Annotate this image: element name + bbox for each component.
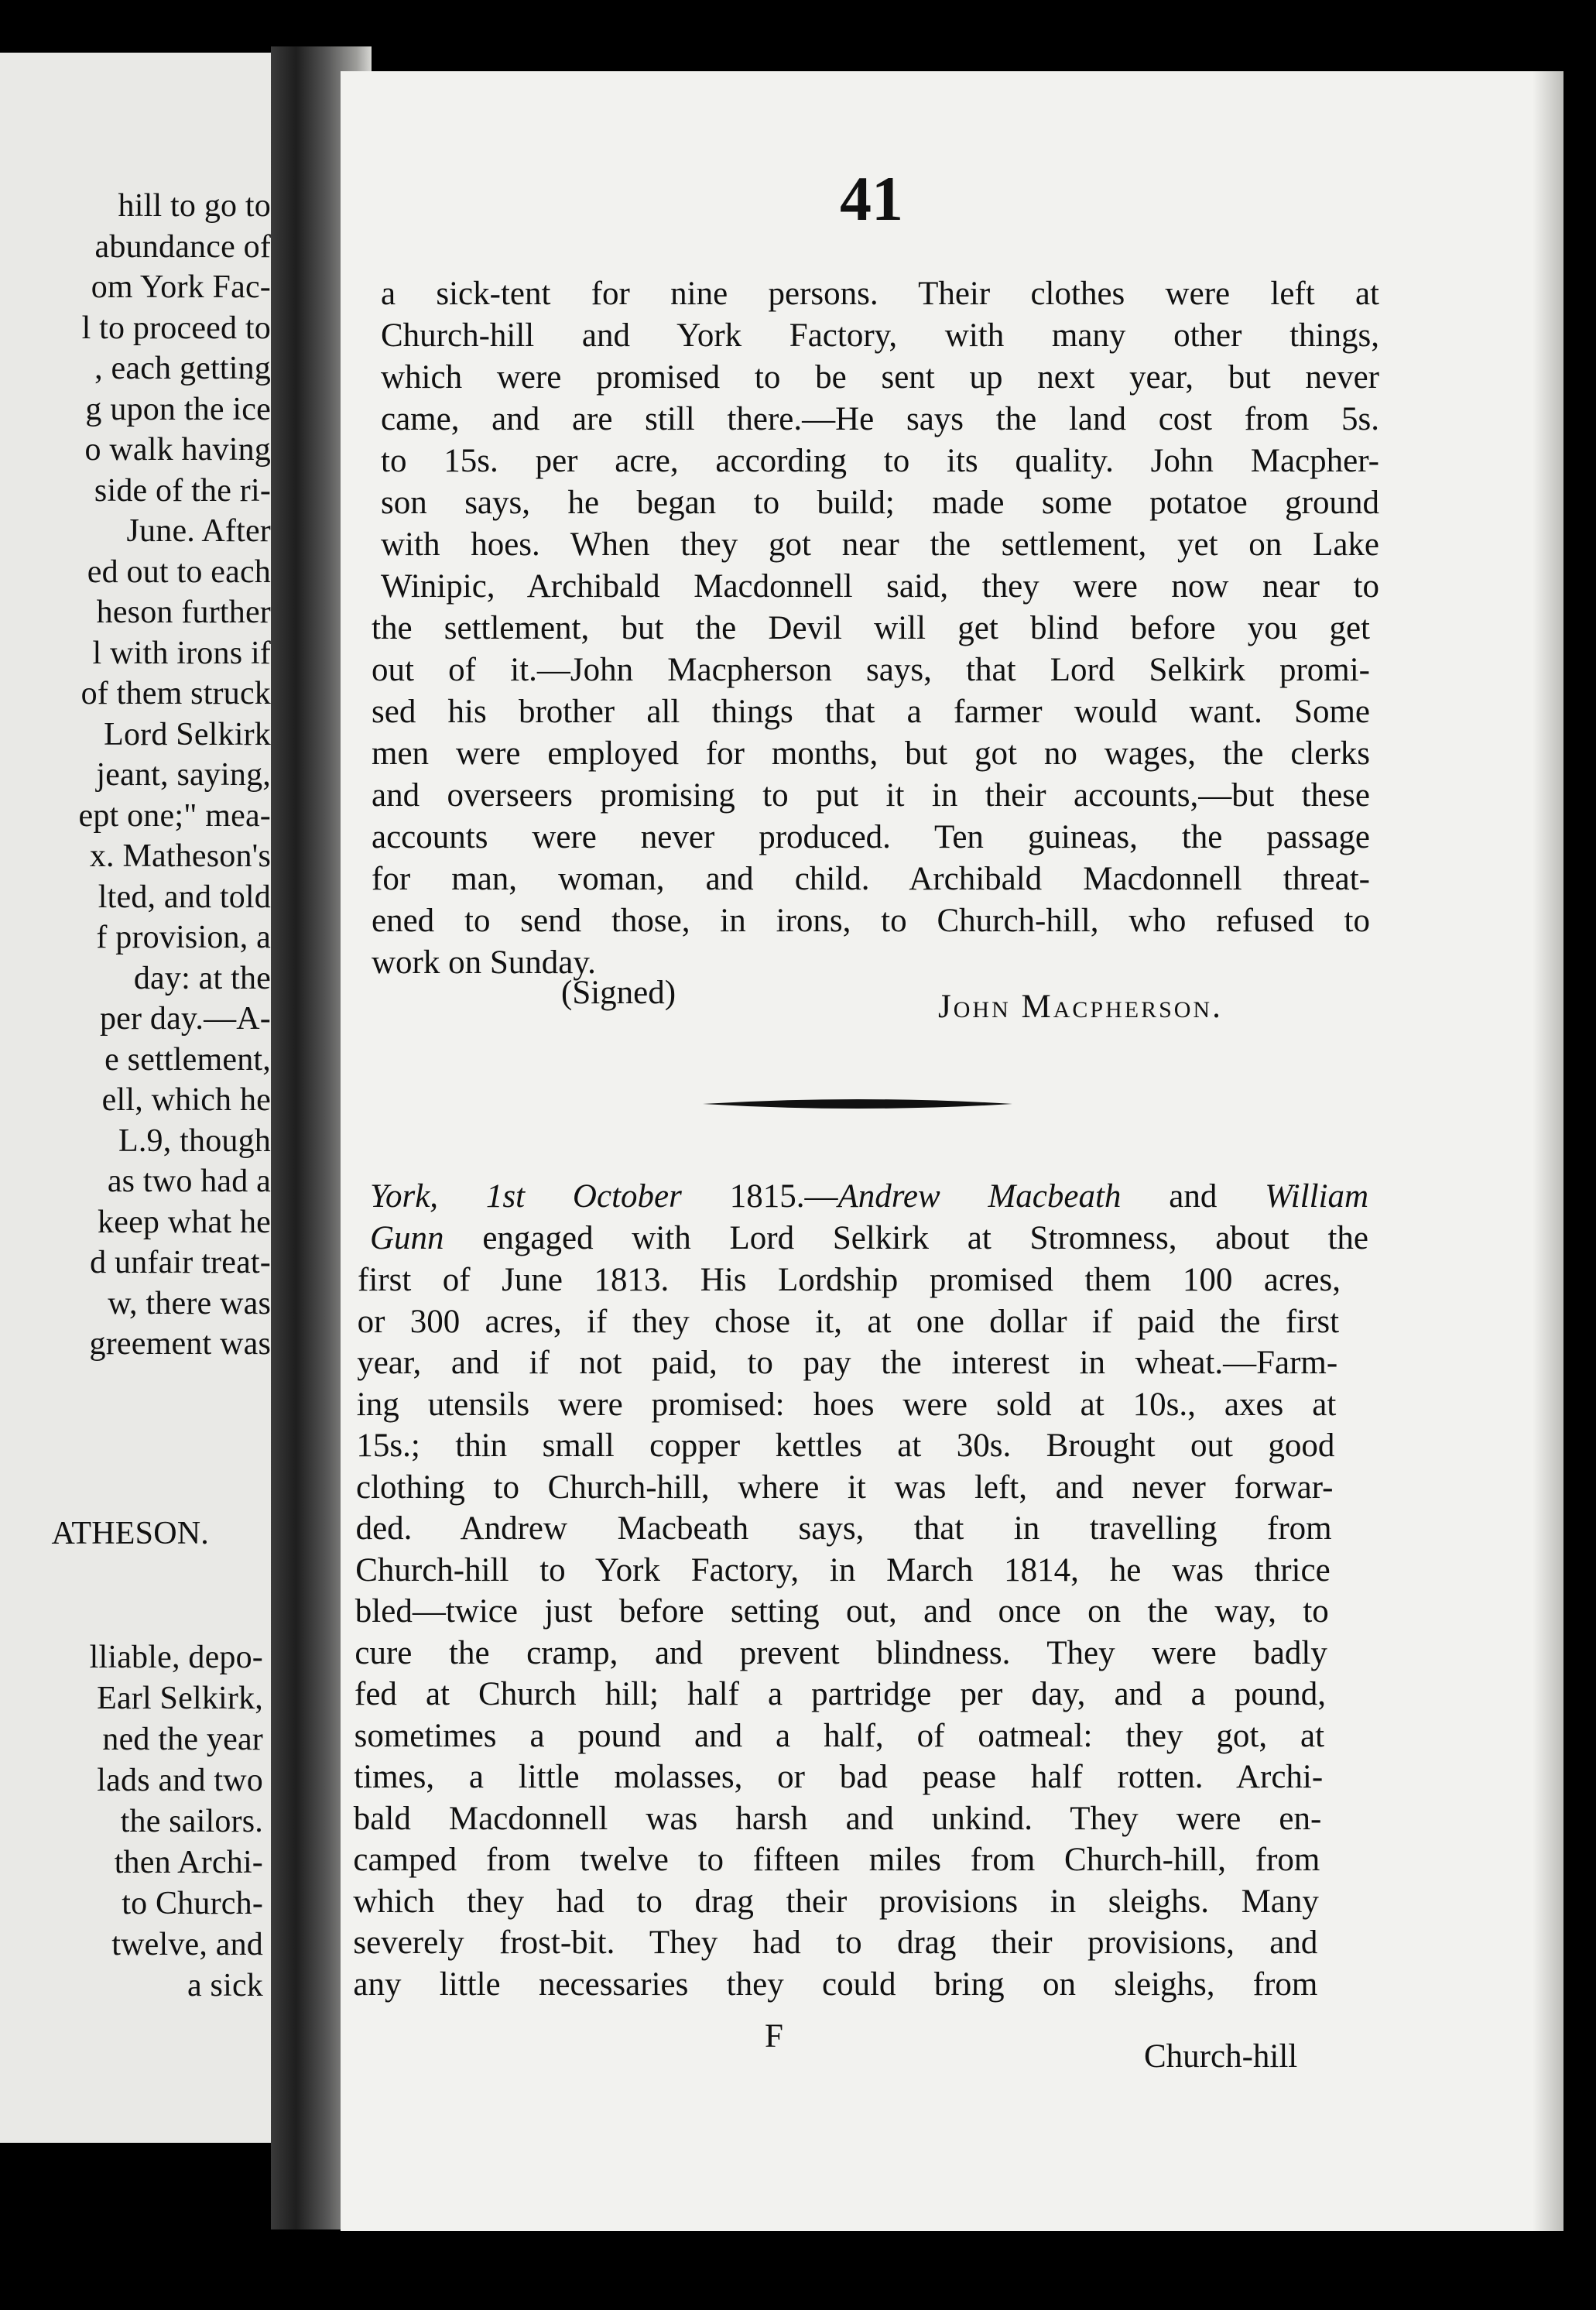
section2-line: times, a little molasses, or bad pease half rotten. Archi- xyxy=(354,1759,1324,1795)
body-line: ened to send those, in irons, to Church-hill, who refused to xyxy=(372,903,1370,939)
section2-line: bled—twice just before setting out, and once on the way, to xyxy=(354,1593,1329,1630)
place-date: York, 1st October xyxy=(370,1178,682,1215)
left-page-line: jeant, saying, xyxy=(96,757,271,793)
body-line: Winipic, Archibald Macdonnell said, they were now near to xyxy=(381,568,1379,605)
left-page-line: l to proceed to xyxy=(81,310,271,346)
section2-line: 15s.; thin small copper kettles at 30s. Brought out good xyxy=(356,1427,1335,1464)
left-page-line: om York Fac- xyxy=(91,269,271,305)
section2-line: severely frost-bit. They had to drag their provisions, and xyxy=(353,1924,1318,1961)
body-line: which were promised to be sent up next year, but never xyxy=(381,359,1379,396)
left-page-line: the sailors. xyxy=(120,1804,263,1839)
page-number: 41 xyxy=(840,163,903,234)
left-page-line: l with irons if xyxy=(92,635,271,671)
left-page-signature: ATHESON. xyxy=(51,1516,209,1551)
section2-line: Church-hill to York Factory, in March 1814, he was thrice xyxy=(355,1551,1331,1589)
section2-line: or 300 acres, if they chose it, at one dollar if paid the first xyxy=(357,1303,1340,1340)
left-page-line: L.9, though xyxy=(118,1122,271,1159)
left-page-line: of them struck xyxy=(80,676,271,711)
left-page-line: w, there was xyxy=(108,1285,271,1321)
left-page-line: ept one;" mea- xyxy=(78,797,271,834)
left-page-line: lads and two xyxy=(97,1763,263,1798)
left-page-line: side of the ri- xyxy=(94,472,271,509)
body-line: with hoes. When they got near the settlement, yet on Lake xyxy=(381,526,1379,563)
body-line: sed his brother all things that a farmer would want. Some xyxy=(372,694,1370,730)
dash: — xyxy=(804,1178,838,1215)
left-page-line: day: at the xyxy=(133,960,271,996)
left-page-line: a sick xyxy=(187,1968,263,2003)
body-line: out of it.—John Macpherson says, that Lord Selkirk promi- xyxy=(372,652,1370,688)
left-page-line: heson further xyxy=(96,595,271,630)
signer-name: John Macpherson. xyxy=(938,989,1223,1025)
name-william: William xyxy=(1265,1178,1369,1215)
left-page-line: ned the year xyxy=(102,1722,263,1757)
left-page-line: June. After xyxy=(126,513,271,549)
section2-line: any little necessaries they could bring on sleighs, from xyxy=(353,1966,1318,2003)
section2-line: clothing to Church-hill, where it was left, and never forwar- xyxy=(356,1469,1334,1506)
left-page-fragment xyxy=(0,53,294,2143)
section2-line1-rest: engaged with Lord Selkirk at Stromness, about the xyxy=(482,1220,1369,1256)
body-line: came, and are still there.—He says the land cost from 5s. xyxy=(381,401,1379,437)
section-divider-rule xyxy=(703,1096,1012,1112)
left-page-line: greement was xyxy=(89,1326,271,1362)
body-line: the settlement, but the Devil will get blind before you get xyxy=(372,610,1370,646)
left-page-line: lted, and told xyxy=(98,879,271,915)
section2-line: bald Macdonnell was harsh and unkind. They were en- xyxy=(353,1800,1322,1837)
body-line: men were employed for months, but got no wages, the clerks xyxy=(372,735,1370,772)
left-page-line: per day.—A- xyxy=(99,1001,271,1037)
left-page-line: , each getting xyxy=(94,351,271,386)
body-line: and overseers promising to put it in their accounts,—but these xyxy=(372,777,1370,814)
name-gunn: Gunn xyxy=(370,1220,444,1256)
section2-first-line xyxy=(370,1180,1368,1213)
body-line: work on Sunday. xyxy=(372,944,596,981)
left-page-line: lliable, depo- xyxy=(89,1640,263,1675)
section2-line: camped from twelve to fifteen miles from Church-hill, from xyxy=(353,1842,1320,1878)
section2-line: which they had to drag their provisions in sleighs. Many xyxy=(353,1883,1319,1920)
left-page-line: Earl Selkirk, xyxy=(97,1681,263,1716)
left-page-line: f provision, a xyxy=(96,920,271,955)
body-line: Church-hill and York Factory, with many other things, xyxy=(381,317,1379,354)
left-page-line: to Church- xyxy=(122,1886,263,1921)
left-page-line: g upon the ice xyxy=(85,391,271,427)
and-word: and xyxy=(1169,1178,1218,1215)
left-page-line: d unfair treat- xyxy=(90,1245,271,1280)
left-page-line: hill to go to xyxy=(118,188,271,224)
body-line: son says, he began to build; made some potatoe ground xyxy=(381,485,1379,521)
section2-second-line xyxy=(370,1222,1368,1255)
left-page-line: ed out to each xyxy=(87,554,271,590)
left-page-line: abundance of xyxy=(94,228,271,265)
body-line: accounts were never produced. Ten guineas, the passage xyxy=(372,819,1370,855)
left-page-line: o walk having xyxy=(84,432,271,468)
section2-line: year, and if not paid, to pay the interest in wheat.—Farm- xyxy=(357,1345,1338,1381)
left-page-line: x. Matheson's xyxy=(89,838,271,874)
signed-label: (Signed) xyxy=(561,975,676,1011)
section2-line: first of June 1813. His Lordship promised them 100 acres, xyxy=(358,1262,1341,1298)
year: 1815. xyxy=(729,1178,805,1215)
left-page-line: Lord Selkirk xyxy=(104,716,271,752)
body-line: to 15s. per acre, according to its quality. John Macpher- xyxy=(381,443,1379,479)
left-page-line: keep what he xyxy=(98,1204,271,1240)
left-page-line: e settlement, xyxy=(104,1041,271,1078)
section2-line: fed at Church hill; half a partridge per day, and a pound, xyxy=(354,1676,1326,1712)
signature-mark: F xyxy=(765,2018,783,2055)
left-page-line: twelve, and xyxy=(111,1927,263,1962)
left-page-line: as two had a xyxy=(107,1164,271,1199)
body-line: for man, woman, and child. Archibald Macdonnell threat- xyxy=(372,861,1370,897)
catchword: Church-hill xyxy=(1144,2038,1298,2075)
section2-line: cure the cramp, and prevent blindness. They were badly xyxy=(354,1634,1327,1671)
body-line: a sick-tent for nine persons. Their clothes were left at xyxy=(381,276,1379,312)
left-page-line: then Archi- xyxy=(114,1845,263,1880)
section2-line: ing utensils were promised: hoes were sold at 10s., axes at xyxy=(356,1386,1337,1423)
name-andrew-macbeath: Andrew Macbeath xyxy=(837,1178,1122,1215)
section2-line: sometimes a pound and a half, of oatmeal: they got, at xyxy=(354,1717,1325,1754)
section2-line: ded. Andrew Macbeath says, that in travelling from xyxy=(355,1510,1332,1547)
left-page-line: ell, which he xyxy=(101,1082,271,1118)
